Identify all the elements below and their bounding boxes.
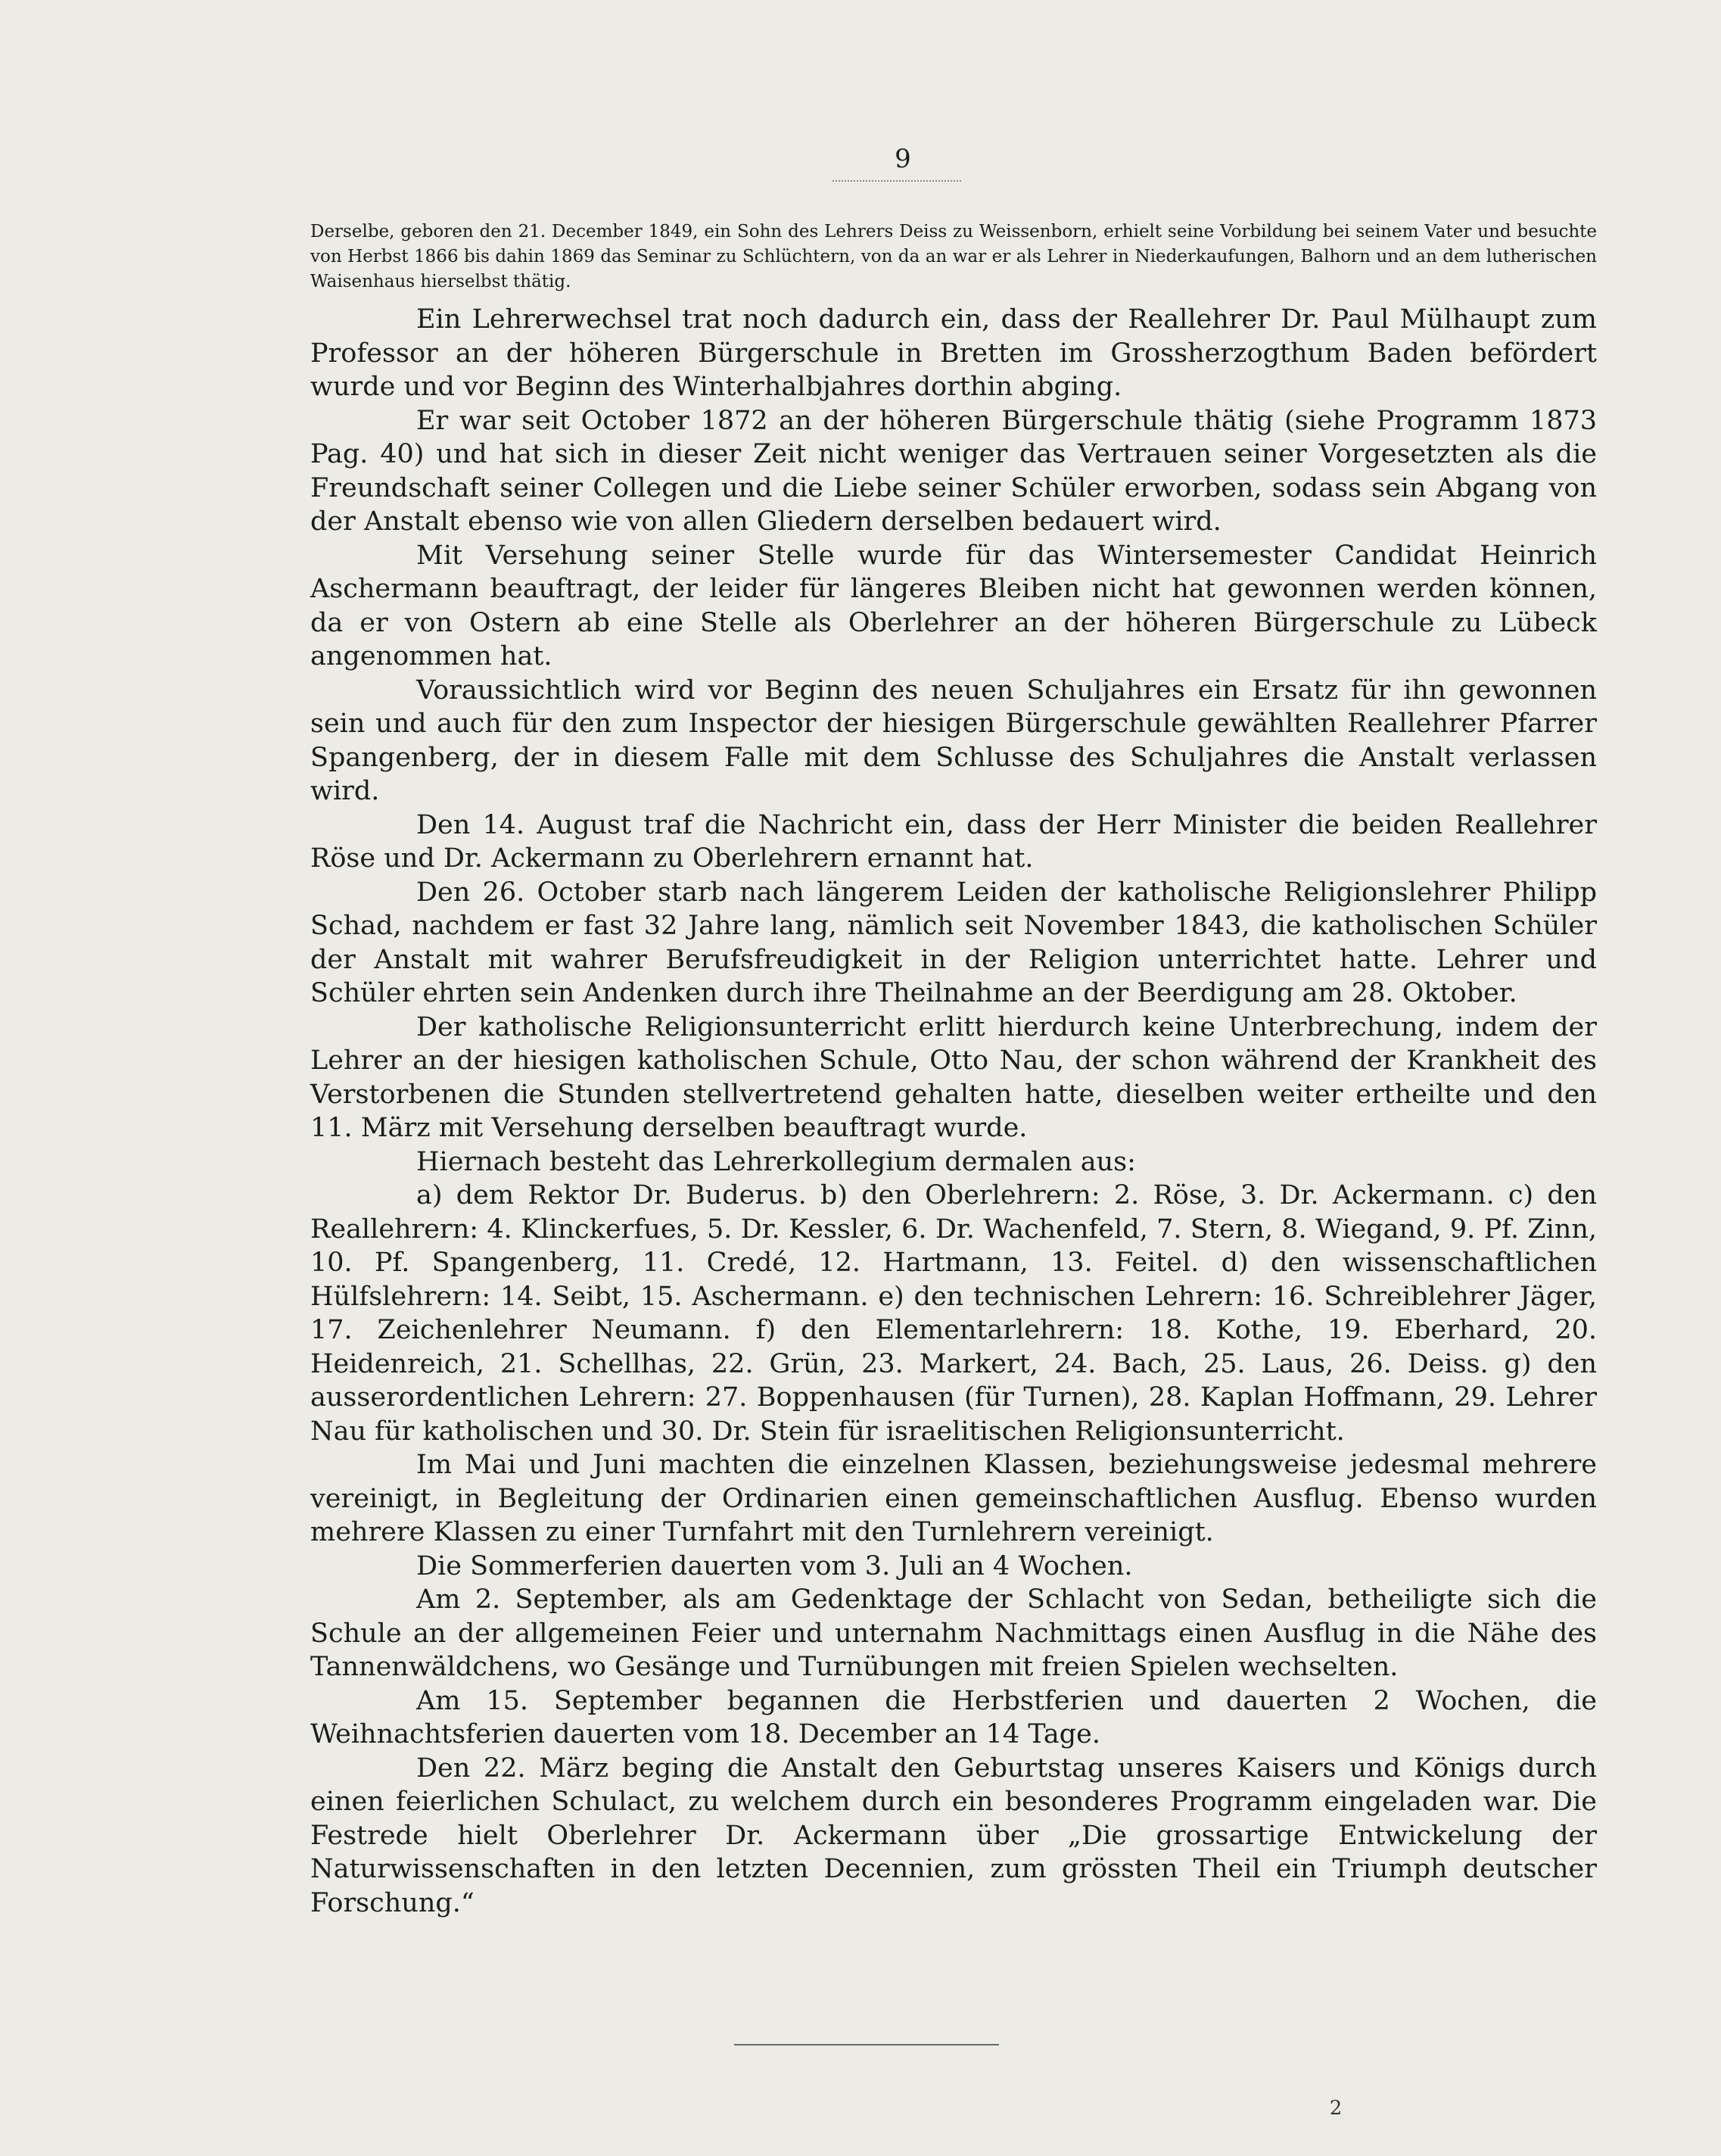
paragraph: Ein Lehrerwechsel trat noch dadurch ein, dass der Reallehrer Dr. Paul Mülhaupt zum Professor an der höheren Bürgerschule in Bretten im Grossherzogthum Baden befördert wurde und vor Beginn des Winterhalbjahres dorthin abging.	[310, 304, 1597, 402]
paragraph: Mit Versehung seiner Stelle wurde für das Wintersemester Candidat Heinrich Aschermann beauftragt, der leider für längeres Bleiben nicht hat gewonnen werden können, da er von Ostern ab eine Stelle als Oberlehrer an der höheren Bürgerschule zu Lübeck angenommen hat.	[310, 540, 1597, 671]
signature-mark: 2	[1329, 2097, 1343, 2120]
paragraph: Den 14. August traf die Nachricht ein, dass der Herr Minister die beiden Reallehrer Röse und Dr. Ackermann zu Oberlehrern ernannt hat.	[310, 809, 1597, 874]
ornament-divider	[832, 180, 961, 188]
paragraph: Die Sommerferien dauerten vom 3. Juli an 4 Wochen.	[416, 1550, 1133, 1581]
end-rule	[734, 2044, 999, 2045]
paragraph: Am 15. September begannen die Herbstferien und dauerten 2 Wochen, die Weihnachtsferien dauerten vom 18. December an 14 Tage.	[310, 1685, 1597, 1749]
faculty-list: a) dem Rektor Dr. Buderus. b) den Oberlehrern: 2. Röse, 3. Dr. Ackermann. c) den Reallehrern: 4. Klinckerfues, 5. Dr. Kessler, 6. Dr. Wachenfeld, 7. Stern, 8. Wiegand, 9. Pf. Zinn, 10. Pf. Spangenberg, 11. Credé, 12. Hartmann, 13. Feitel. d) den wissenschaftlichen Hülfslehrern: 14. Seibt, 15. Aschermann. e) den technischen Lehrern: 16. Schreiblehrer Jäger, 17. Zeichenlehrer Neumann. f) den Elementarlehrern: 18. Kothe, 19. Eberhard, 20. Heidenreich, 21. Schellhas, 22. Grün, 23. Markert, 24. Bach, 25. Laus, 26. Deiss. g) den ausserordentlichen Lehrern: 27. Boppenhausen (für Turnen), 28. Kaplan Hoffmann, 29. Lehrer Nau für katholischen und 30. Dr. Stein für israelitischen Religionsunterricht.	[310, 1180, 1597, 1447]
paragraph: Den 22. März beging die Anstalt den Geburtstag unseres Kaisers und Königs durch einen feierlichen Schulact, zu welchem durch ein besonderes Programm eingeladen war. Die Festrede hielt Oberlehrer Dr. Ackermann über „Die grossartige Entwickelung der Naturwissenschaften in den letzten Decennien, zum grössten Theil ein Triumph deutscher Forschung.“	[310, 1753, 1597, 1918]
intro-block	[310, 220, 1597, 294]
paragraph: Im Mai und Juni machten die einzelnen Klassen, beziehungsweise jedesmal mehrere vereinigt, in Begleitung der Ordinarien einen gemeinschaftlichen Ausflug. Ebenso wurden mehrere Klassen zu einer Turnfahrt mit den Turnlehrern vereinigt.	[310, 1450, 1597, 1547]
page-number: 9	[895, 144, 911, 174]
intro-paragraph: Derselbe, geboren den 21. December 1849, ein Sohn des Lehrers Deiss zu Weissenborn, erhielt seine Vorbildung bei seinem Vater und besuchte von Herbst 1866 bis dahin 1869 das Seminar zu Schlüchtern, von da an war er als Lehrer in Niederkaufungen, Balhorn und an dem lutherischen Waisenhaus hierselbst thätig.	[310, 222, 1597, 291]
paragraph: Am 2. September, als am Gedenktage der Schlacht von Sedan, betheiligte sich die Schule an der allgemeinen Feier und unternahm Nachmittags einen Ausflug in die Nähe des Tannenwäldchens, wo Gesänge und Turnübungen mit freien Spielen wechselten.	[310, 1584, 1597, 1682]
paragraph: Er war seit October 1872 an der höheren Bürgerschule thätig (siehe Programm 1873 Pag. 40) und hat sich in dieser Zeit nicht weniger das Vertrauen seiner Vorgesetzten als die Freundschaft seiner Collegen und die Liebe seiner Schüler erworben, sodass sein Abgang von der Anstalt ebenso wie von allen Gliedern derselben bedauert wird.	[310, 405, 1597, 537]
paragraph: Voraussichtlich wird vor Beginn des neuen Schuljahres ein Ersatz für ihn gewonnen sein und auch für den zum Inspector der hiesigen Bürgerschule gewählten Reallehrer Pfarrer Spangenberg, der in diesem Falle mit dem Schlusse des Schuljahres die Anstalt verlassen wird.	[310, 675, 1597, 806]
main-text	[310, 303, 1597, 1920]
paragraph: Der katholische Religionsunterricht erlitt hierdurch keine Unterbrechung, indem der Lehrer an der hiesigen katholischen Schule, Otto Nau, der schon während der Krankheit des Verstorbenen die Stunden stellvertretend gehalten hatte, dieselben weiter ertheilte und den 11. März mit Versehung derselben beauftragt wurde.	[310, 1011, 1597, 1143]
paragraph: Hiernach besteht das Lehrerkollegium dermalen aus:	[416, 1146, 1136, 1177]
paragraph: Den 26. October starb nach längerem Leiden der katholische Religionslehrer Philipp Schad, nachdem er fast 32 Jahre lang, nämlich seit November 1843, die katholischen Schüler der Anstalt mit wahrer Berufsfreudigkeit in der Religion unterrichtet hatte. Lehrer und Schüler ehrten sein Andenken durch ihre Theilnahme an der Beerdigung am 28. Oktober.	[310, 877, 1597, 1008]
